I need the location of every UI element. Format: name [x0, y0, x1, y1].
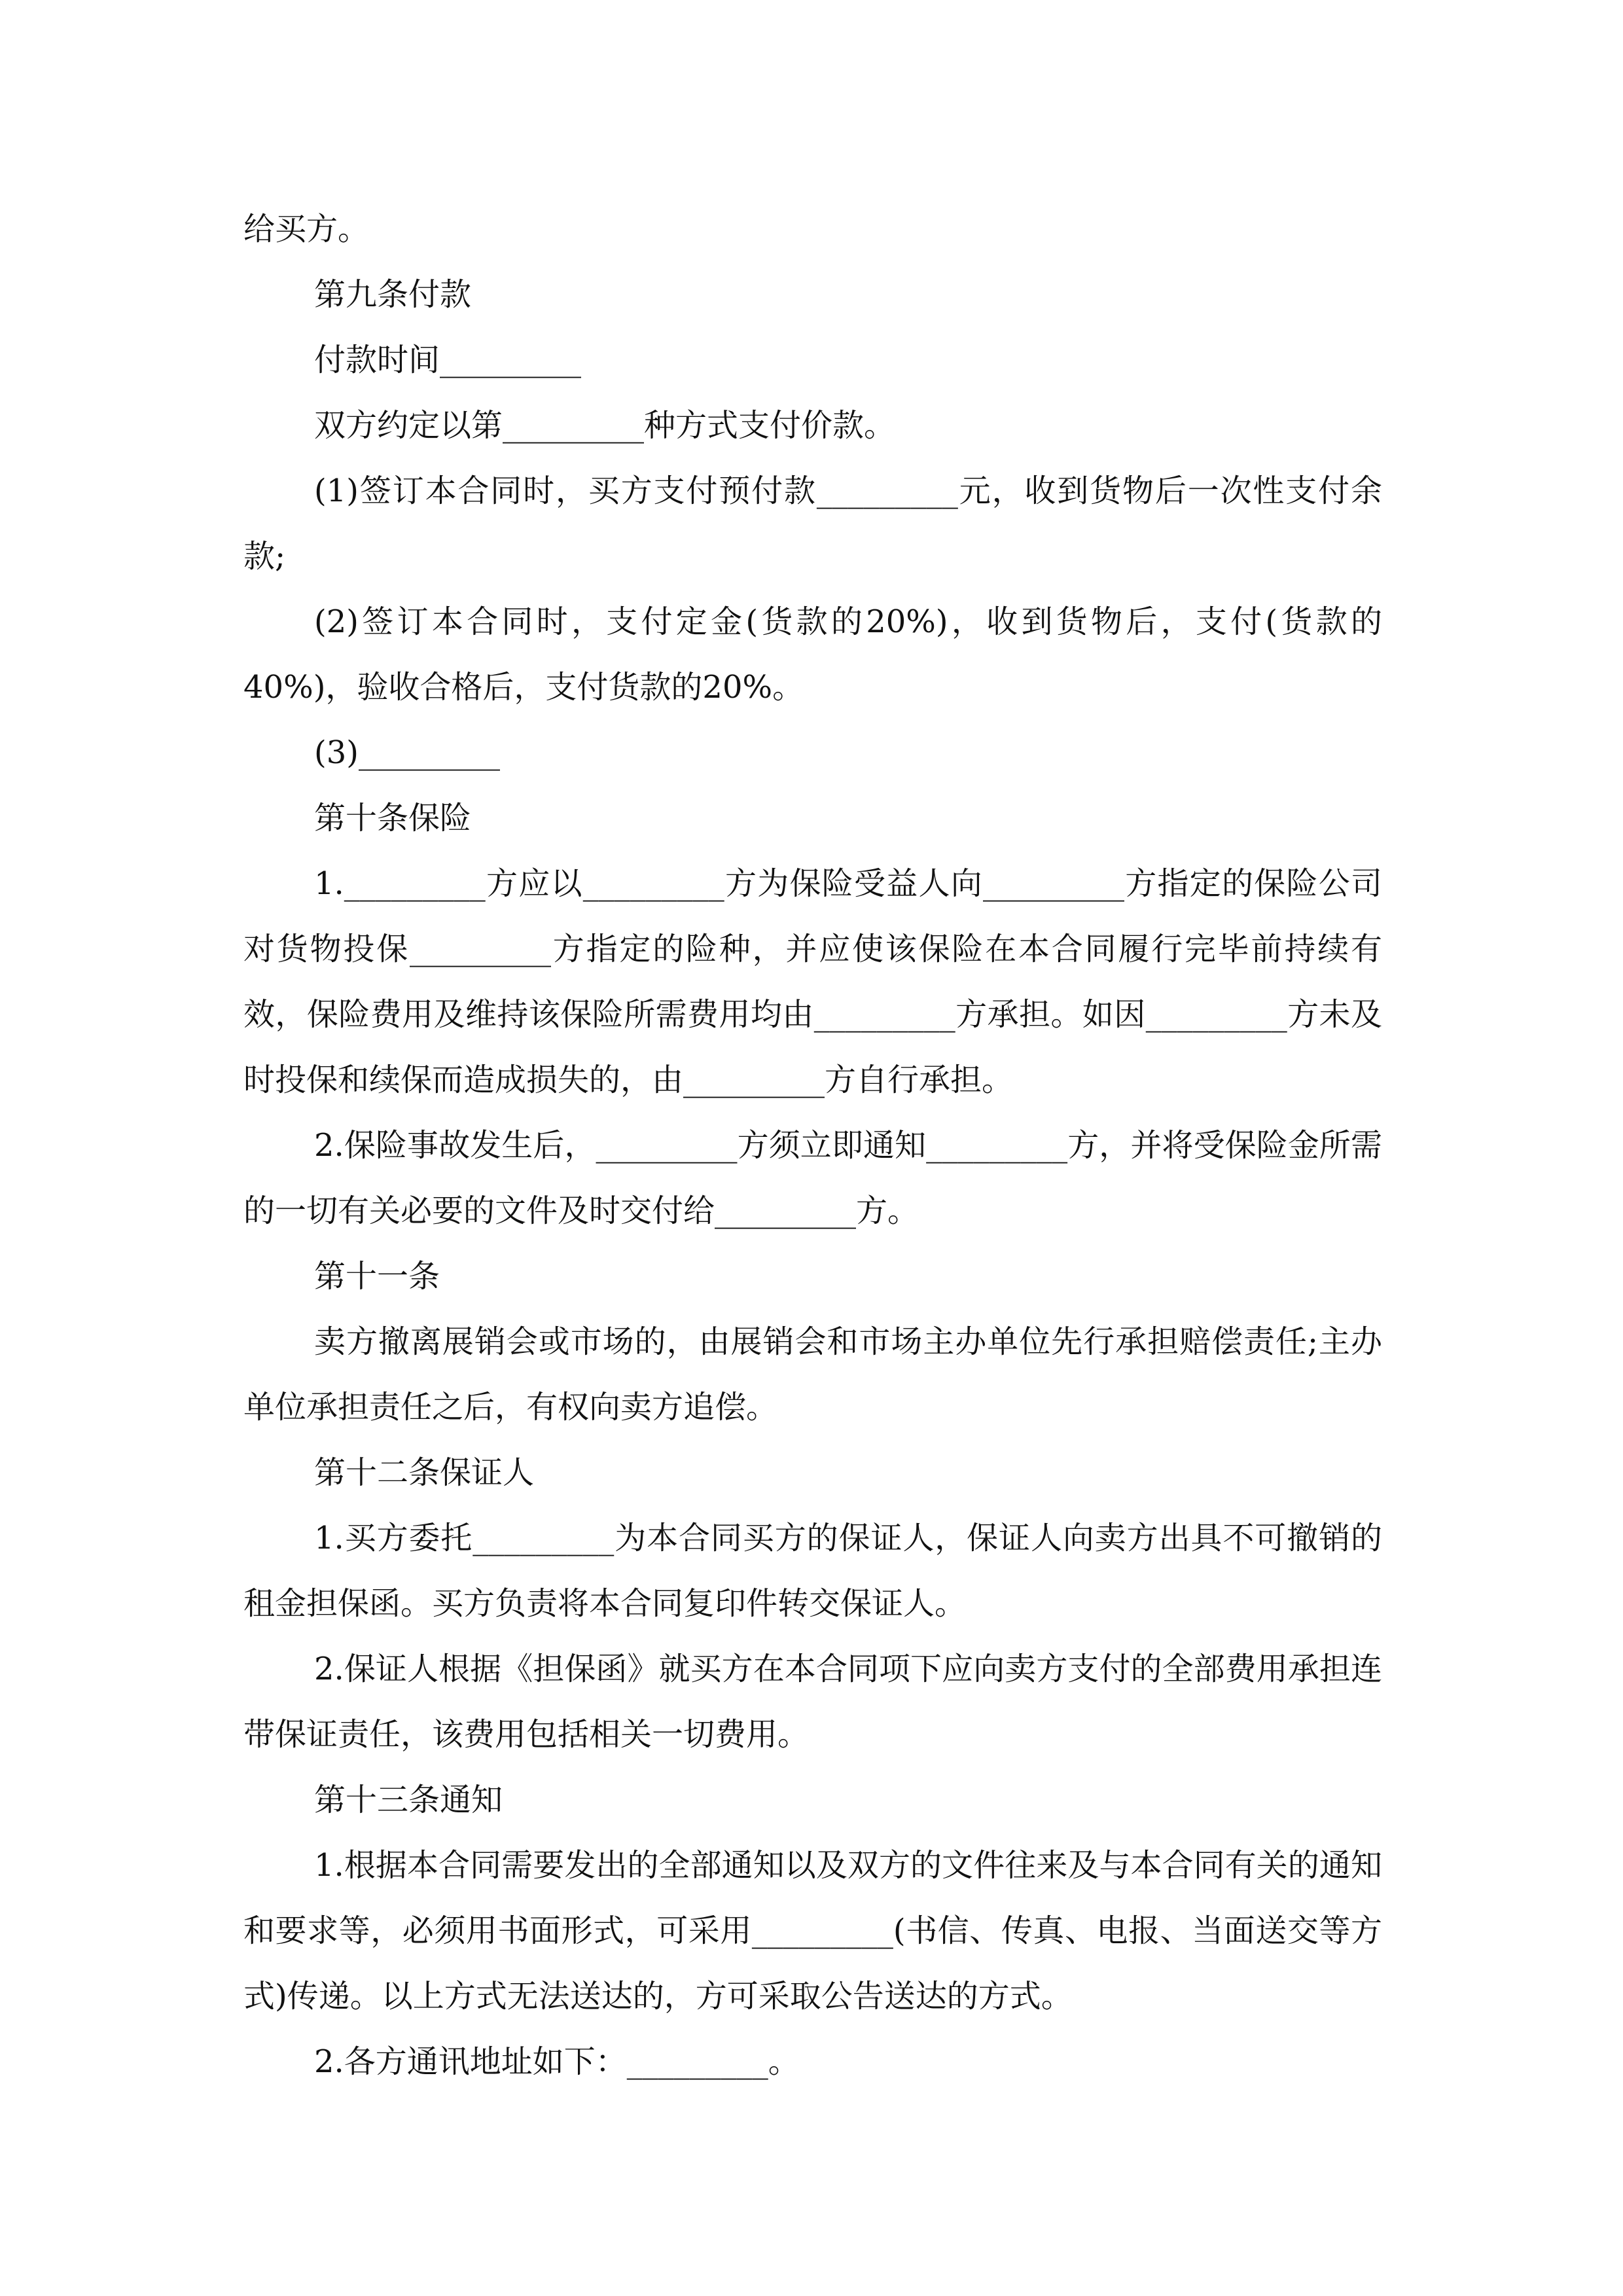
notice-clause-1: 1.根据本合同需要发出的全部通知以及双方的文件往来及与本合同有关的通知和要求等，必须用书面形式，可采用_________(书信、传真、电报、当面送交等方式)传递。以上方式无法送达的，方可采取公告送达的方式。: [243, 1847, 1382, 2015]
article-12-heading: 第十二条保证人: [314, 1454, 535, 1491]
article-9-heading: 第九条付款: [314, 276, 472, 313]
payment-option-2: (2)签订本合同时，支付定金(货款的20%)，收到货物后，支付(货款的40%)，验收合格后，支付货款的20%。: [243, 603, 1382, 706]
article-11-body: 卖方撤离展销会或市场的，由展销会和市场主办单位先行承担赔偿责任;主办单位承担责任之后，有权向卖方追偿。: [243, 1323, 1382, 1426]
article-11-heading: 第十一条: [314, 1258, 440, 1295]
notice-clause-2: 2.各方通讯地址如下：_________。: [314, 2043, 800, 2080]
guarantor-clause-1: 1.买方委托_________为本合同买方的保证人，保证人向卖方出具不可撤销的租金担保函。买方负责将本合同复印件转交保证人。: [243, 1520, 1382, 1622]
paragraph-continuation: 给买方。: [243, 211, 370, 247]
article-13-heading: 第十三条通知: [314, 1782, 503, 1818]
payment-method: 双方约定以第_________种方式支付价款。: [314, 407, 896, 444]
payment-option-1: (1)签订本合同时，买方支付预付款_________元，收到货物后一次性支付余款;: [243, 473, 1382, 575]
payment-option-3: (3)_________: [314, 734, 500, 771]
guarantor-clause-2: 2.保证人根据《担保函》就买方在本合同项下应向卖方支付的全部费用承担连带保证责任，该费用包括相关一切费用。: [243, 1651, 1382, 1753]
payment-time: 付款时间_________: [314, 342, 582, 378]
article-10-heading: 第十条保险: [314, 800, 472, 836]
insurance-clause-1: 1._________方应以_________方为保险受益人向_________方指定的保险公司对货物投保_________方指定的险种，并应使该保险在本合同履行完毕前持续有效，保险费用及维持该保险所需费用均由_________方承担。如因_________方未及时投保和续保而造成损失的，由_________方自行承担。: [243, 865, 1382, 1098]
insurance-clause-2: 2.保险事故发生后，_________方须立即通知_________方，并将受保险金所需的一切有关必要的文件及时交付给_________方。: [243, 1127, 1382, 1229]
document-page: [243, 196, 1382, 2094]
